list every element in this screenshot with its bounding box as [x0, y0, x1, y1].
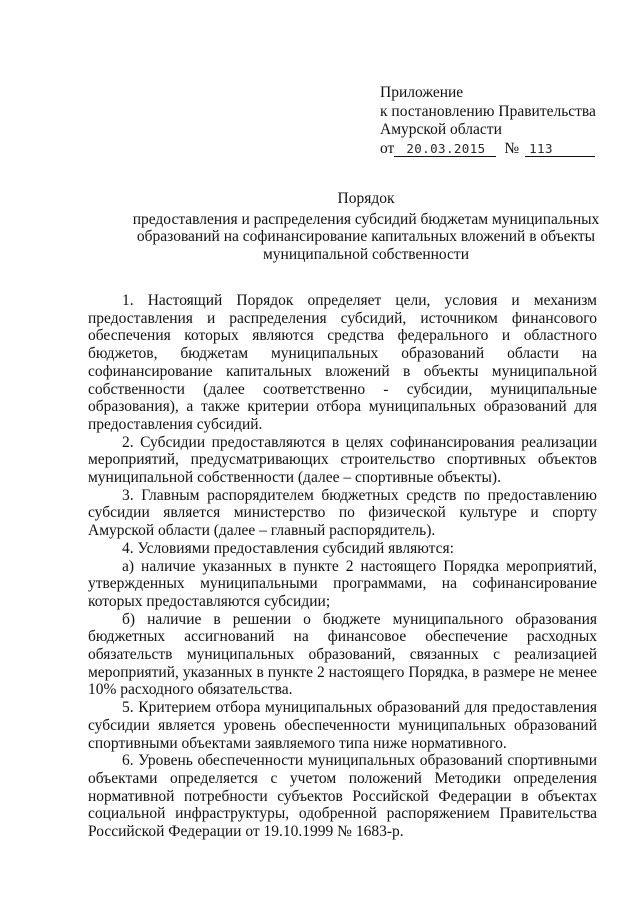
appendix-header [380, 84, 596, 158]
document-title: Порядок [337, 190, 395, 207]
paragraph-5: 5. Критерием отбора муниципальных образований для предоставления субсидии является уровень обеспеченности муниципальных образований спортивными объектами заявляемого типа ниже нормативного. [88, 699, 597, 752]
paragraph-4: 4. Условиями предоставления субсидий являются: [122, 539, 454, 557]
paragraph-3: 3. Главным распорядителем бюджетных средств по предоставлению субсидии является министерство по физической культуре и спорту Амурской области (далее – главный распорядитель). [88, 486, 597, 540]
paragraph-1: 1. Настоящий Порядок определяет цели, условия и механизм предоставления и распределения субсидий, источником финансового обеспечения которых являются средства федерального и областного бюджетов, бюджетам муниципальных образований области на софинансирование капитальных вложений в объекты муниципальной собственности (далее соответственно - субсидии, муниципальные образования), а также критерии отбора муниципальных образований для предоставления субсидий. [88, 292, 597, 433]
document-subtitle: предоставления и распределения субсидий бюджетам муниципальных образований на софинансирование капитальных вложений в объекты муниципальной собственности [132, 210, 600, 263]
paragraph-4b: б) наличие в решении о бюджете муниципального образования бюджетных ассигнований на финансовое обеспечение расходных обязательств муниципальных образований, связанных с реализацией мероприятий, указанных в пункте 2 настоящего Порядка, в размере не менее 10% расходного обязательства. [88, 610, 597, 699]
paragraph-4a: а) наличие указанных в пункте 2 настоящего Порядка мероприятий, утвержденных муниципальными программами, на софинансирование которых предоставляются субсидии; [88, 557, 597, 610]
paragraph-6: 6. Уровень обеспеченности муниципальных образований спортивными объектами определяется с учетом положений Методики определения нормативной потребности субъектов Российской Федерации в объектах социальной инфраструктуры, одобренной распоряжением Правительства Российской Федерации от 19.10.1999 № 1683-р. [88, 752, 597, 841]
number-field [525, 141, 595, 157]
appendix-region: Амурской области [380, 121, 502, 138]
date-prefix: от [380, 139, 395, 157]
number-label: № [504, 139, 520, 157]
date-value: 20.03.2015 [406, 140, 486, 156]
date-field [394, 141, 496, 157]
appendix-resolution-ref: к постановлению Правительства [380, 102, 596, 120]
document-title-block [96, 190, 636, 263]
appendix-title: Приложение [380, 84, 464, 101]
number-value: 113 [529, 140, 553, 156]
paragraph-2: 2. Субсидии предоставляются в целях софинансирования реализации мероприятий, предусматривающих строительство спортивных объектов муниципальной собственности (далее – спортивные объекты). [88, 433, 597, 487]
appendix-date-line [380, 140, 596, 159]
document-body [88, 292, 597, 841]
